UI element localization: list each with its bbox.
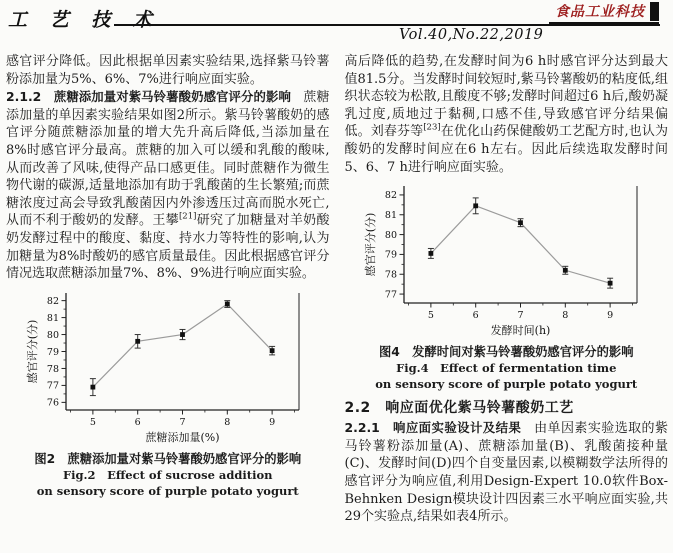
section-2-2-1-heading: 2.2.1 响应面实验设计及结果 bbox=[344, 420, 535, 436]
figure-2-caption-en-2: on sensory score of purple potato yogurt bbox=[36, 483, 299, 498]
journal-logo-text: 食品工业科技 bbox=[555, 4, 645, 20]
section-2-2-1-body: 由单因素实验选取的紫马铃薯粉添加量(A)、蔗糖添加量(B)、乳酸菌接种量(C)、发酵时间(D)四个自变量因素,以模糊数学法所得的感官评分为响应值,利用Design-Expert 10.0软件Box-Behnken Design模块设计四因素三水平响应面实验,共29个实验点,结果如表4所示。 bbox=[344, 421, 668, 525]
svg-text:9: 9 bbox=[268, 416, 275, 428]
svg-text:发酵时间(h): 发酵时间(h) bbox=[490, 324, 551, 338]
citation-ref-21: [21] bbox=[178, 212, 197, 223]
section-2-2-heading: 2.2 响应面优化紫马铃薯酸奶工艺 bbox=[344, 400, 574, 417]
svg-text:78: 78 bbox=[385, 269, 398, 281]
right-column bbox=[345, 53, 669, 526]
svg-text:80: 80 bbox=[385, 230, 398, 242]
section-2-1-2-paragraph bbox=[6, 88, 330, 283]
article-body bbox=[6, 53, 668, 526]
header-rule bbox=[114, 24, 660, 26]
figure-4 bbox=[345, 179, 669, 392]
paragraph-continuation: 感官评分降低。因此根据单因素实验结果,选择紫马铃薯粉添加量为5%、6%、7%进行响应面实验。 bbox=[6, 54, 330, 87]
figure-4-caption-en-2: on sensory score of purple potato yogurt bbox=[375, 377, 638, 392]
svg-text:感官评分(分): 感官评分(分) bbox=[364, 212, 378, 277]
svg-text:6: 6 bbox=[134, 416, 141, 428]
svg-text:蔗糖添加量(%): 蔗糖添加量(%) bbox=[145, 430, 220, 444]
svg-text:6: 6 bbox=[472, 310, 479, 322]
column-section-label: 工 艺 技 术 bbox=[8, 9, 160, 31]
svg-text:81: 81 bbox=[46, 312, 59, 324]
svg-text:76: 76 bbox=[46, 397, 59, 409]
svg-text:77: 77 bbox=[46, 380, 59, 392]
svg-text:5: 5 bbox=[428, 310, 435, 322]
svg-text:感官评分(分): 感官评分(分) bbox=[25, 319, 39, 384]
section-2-1-2-heading: 2.1.2 蔗糖添加量对紫马铃薯酸奶感官评分的影响 bbox=[6, 89, 304, 105]
section-2-1-2-body-b: 研究了加糖量对羊奶酸奶发酵过程中的酸度、黏度、持水力等特性的影响,认为加糖量为8%时酸奶的感官质量最佳。因此根据感官评分情况选取蔗糖添加量7%、8%、9%进行响应面实验。 bbox=[6, 213, 330, 282]
figure-4-caption bbox=[345, 342, 669, 392]
section-2-1-2-body-a: 蔗糖添加量的单因素实验结果如图2所示。紫马铃薯酸奶的感官评分随蔗糖添加量的增大先升高后降低,当添加量在8%时感官评分最高。蔗糖的加入可以缓和乳酸的酸味,从而改善了风味,使得产品口感更佳。同时蔗糖作为微生物代谢的碳源,适量地添加有助于乳酸菌的生长繁殖;而蔗糖浓度过高会导致乳酸菌因内外渗透压过高而脱水死亡,从而不利于酸奶的发酵。王攀 bbox=[6, 90, 330, 229]
svg-text:77: 77 bbox=[385, 289, 398, 301]
svg-text:82: 82 bbox=[46, 295, 59, 307]
svg-text:7: 7 bbox=[179, 416, 186, 428]
journal-logo bbox=[549, 1, 659, 24]
paragraph-fermentation bbox=[345, 53, 669, 176]
svg-text:82: 82 bbox=[385, 190, 398, 202]
svg-text:9: 9 bbox=[607, 310, 614, 322]
figure-2 bbox=[6, 286, 330, 499]
left-column bbox=[6, 53, 330, 526]
svg-text:78: 78 bbox=[46, 363, 59, 375]
svg-text:80: 80 bbox=[46, 329, 59, 341]
figure-4-caption-cn: 图4 发酵时间对紫马铃薯酸奶感官评分的影响 bbox=[379, 345, 634, 360]
svg-text:8: 8 bbox=[562, 310, 569, 322]
figure-2-caption-en-1: Fig.2 Effect of sucrose addition bbox=[62, 467, 273, 482]
citation-ref-23: [23] bbox=[423, 123, 441, 134]
journal-logo-bar bbox=[650, 2, 659, 21]
svg-text:8: 8 bbox=[224, 416, 231, 428]
figure-4-chart bbox=[362, 179, 650, 339]
svg-text:81: 81 bbox=[385, 210, 398, 222]
figure-2-caption-cn: 图2 蔗糖添加量对紫马铃薯酸奶感官评分的影响 bbox=[34, 451, 302, 466]
svg-text:79: 79 bbox=[46, 346, 59, 358]
figure-4-caption-en-1: Fig.4 Effect of fermentation time bbox=[396, 361, 617, 376]
svg-text:7: 7 bbox=[517, 310, 524, 322]
svg-text:5: 5 bbox=[89, 416, 96, 428]
svg-text:79: 79 bbox=[385, 249, 398, 261]
section-2-2-1-paragraph bbox=[345, 419, 669, 526]
paragraph-fermentation-body-b: 在优化山药保健酸奶工艺配方时,也认为酸奶的发酵时间应在6 h左右。因此后续选取发酵时间5、6、7 h进行响应面实验。 bbox=[344, 124, 668, 175]
paragraph-fermentation-body-a: 高后降低的趋势,在发酵时间为6 h时感官评分达到最大值81.5分。当发酵时间较短时,紫马铃薯酸奶的粘度低,组织状态较为松散,且酸度不够;发酵时间超过6 h后,酸奶凝乳过度,质地过于黏稠,口感不佳,导致感官评分结果偏低。刘春芬等 bbox=[344, 54, 668, 140]
figure-2-chart bbox=[24, 286, 312, 446]
figure-2-caption bbox=[6, 449, 330, 499]
volume-issue: Vol.40,No.22,2019 bbox=[399, 27, 544, 43]
